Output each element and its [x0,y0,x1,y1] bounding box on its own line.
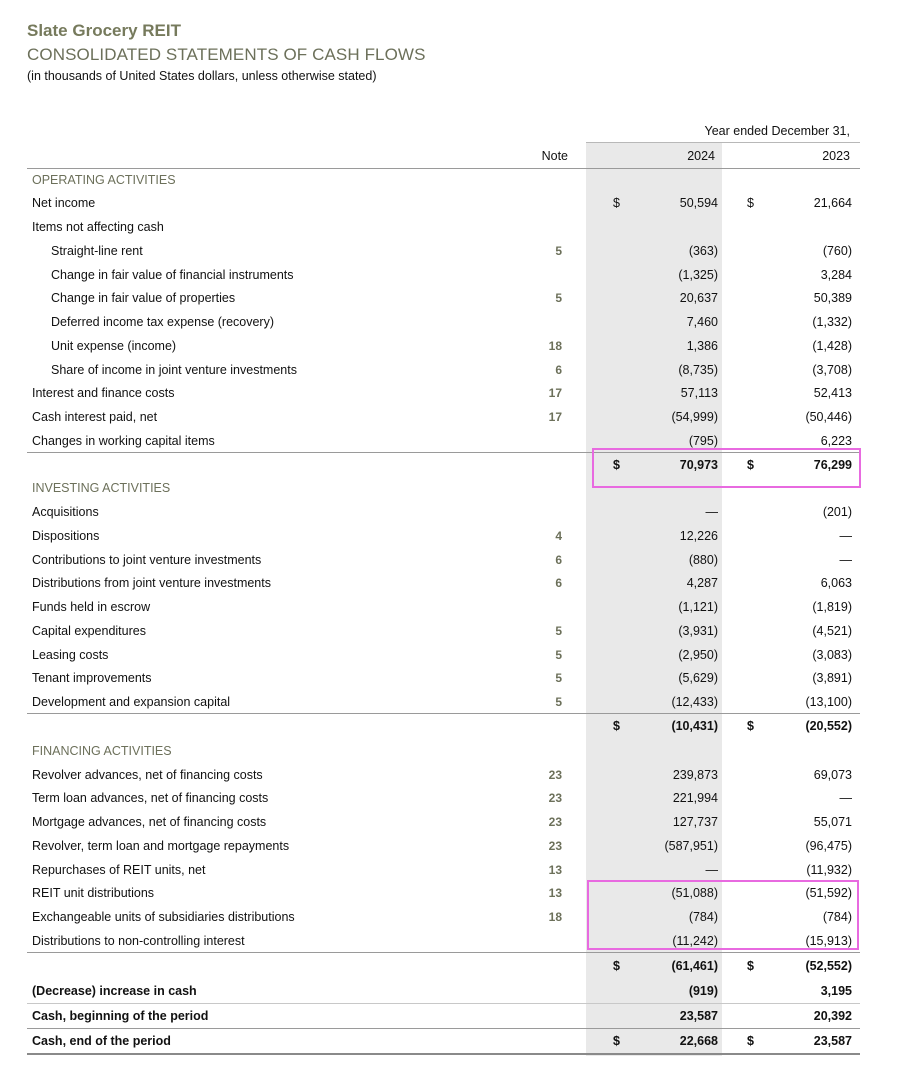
note-ref: 17 [548,386,562,400]
table-row [0,240,906,262]
table-row [0,382,906,404]
note-ref: 23 [548,815,562,829]
year-2024-header: 2024 [687,149,715,163]
value-2023: (1,819) [812,600,852,614]
highlight-box-distributions [587,880,859,950]
note-ref: 18 [548,339,562,353]
note-ref: 5 [555,291,562,305]
table-row [0,501,906,523]
row-label: Exchangeable units of subsidiaries distributions [32,910,295,924]
table-row [0,335,906,357]
table-row [0,667,906,689]
value-2023: (4,521) [812,624,852,638]
summary-row-change-in-cash [0,980,906,1002]
total-2024: 70,973 [679,458,718,472]
table-row [0,572,906,594]
note-ref: 5 [555,624,562,638]
row-label: Items not affecting cash [32,220,164,234]
value-2024: (1,325) [678,268,718,282]
row-label: Share of income in joint venture investments [51,363,297,377]
value-2023: — [839,529,852,543]
total-2024: (61,461) [671,959,718,973]
value-2023: — [839,553,852,567]
row-label: Changes in working capital items [32,434,215,448]
value-2024: (12,433) [671,695,718,709]
value-2023: (50,446) [805,410,852,424]
value-2023: (760) [822,244,852,258]
value-2024: (54,999) [671,410,718,424]
currency-symbol: $ [747,959,754,973]
currency-symbol: $ [613,458,620,472]
value-2024: 22,668 [679,1034,718,1048]
value-2023: (1,332) [812,315,852,329]
value-2023: (15,913) [805,934,852,948]
row-label: Net income [32,196,96,210]
note-ref: 23 [548,791,562,805]
total-2024: (10,431) [671,719,718,733]
value-2024: 239,873 [672,768,718,782]
value-2023: 3,195 [820,984,852,998]
section-title: INVESTING ACTIVITIES [32,481,171,495]
note-ref: 17 [548,410,562,424]
value-2024: 4,287 [686,576,718,590]
value-2024: (784) [688,910,718,924]
value-2023: — [839,791,852,805]
table-row [0,359,906,381]
final-double-rule [27,1053,860,1055]
note-ref: 13 [548,863,562,877]
row-label: Distributions from joint venture investments [32,576,271,590]
value-2023: (11,932) [806,863,852,877]
value-2024: (8,735) [678,363,718,377]
row-label: Deferred income tax expense (recovery) [51,315,275,329]
row-label: Term loan advances, net of financing costs [32,791,269,805]
currency-symbol: $ [613,959,620,973]
table-row [0,264,906,286]
section-heading-financing [0,740,906,762]
table-row [0,691,906,713]
row-label: Contributions to joint venture investments [32,553,262,567]
note-column-header: Note [541,149,568,163]
summary-row-cash-beginning [0,1005,906,1027]
table-row [0,644,906,666]
value-2023: 20,392 [813,1009,852,1023]
currency-symbol: $ [613,719,620,733]
table-row [0,287,906,309]
note-ref: 5 [555,671,562,685]
note-ref: 5 [555,244,562,258]
row-label: Cash, beginning of the period [32,1009,209,1023]
table-row [0,859,906,881]
value-2024: (880) [688,553,718,567]
value-2023: (784) [822,910,852,924]
row-label: Cash interest paid, net [32,410,158,424]
value-2024: (51,088) [671,886,718,900]
value-2024: (2,950) [678,648,718,662]
value-2023: (3,891) [812,671,852,685]
value-2024: 7,460 [686,315,718,329]
summary-rule [27,1028,860,1029]
value-2024: (587,951) [664,839,718,853]
currency-symbol: $ [747,1034,754,1048]
row-label: Revolver, term loan and mortgage repayments [32,839,290,853]
row-label: Repurchases of REIT units, net [32,863,206,877]
row-label: Change in fair value of financial instruments [51,268,294,282]
table-row [0,216,906,238]
row-label: Dispositions [32,529,100,543]
value-2023: (201) [822,505,852,519]
value-2023: 23,587 [813,1034,852,1048]
table-row [0,549,906,571]
table-row [0,764,906,786]
value-2023: 55,071 [813,815,852,829]
row-label: Funds held in escrow [32,600,151,614]
value-2023: 52,413 [813,386,852,400]
total-2023: (52,552) [805,959,852,973]
row-label: Distributions to non-controlling interest [32,934,245,948]
row-label: Tenant improvements [32,671,152,685]
value-2024: 23,587 [679,1009,718,1023]
subtotal-rule [27,713,860,714]
value-2023: (1,428) [812,339,852,353]
note-ref: 18 [548,910,562,924]
value-2024: 12,226 [679,529,718,543]
value-2024: 20,637 [679,291,718,305]
row-label: (Decrease) increase in cash [32,984,197,998]
table-row [0,311,906,333]
value-2023: 69,073 [813,768,852,782]
table-row [0,525,906,547]
value-2023: 6,223 [820,434,852,448]
value-2024: (5,629) [678,671,718,685]
value-2023: (96,475) [805,839,852,853]
value-2024: (919) [688,984,718,998]
currency-symbol: $ [613,1034,620,1048]
period-header-rule [586,142,860,143]
table-row [0,596,906,618]
value-2024: — [705,863,718,877]
table-row [0,811,906,833]
total-2023: 76,299 [813,458,852,472]
row-label: Acquisitions [32,505,99,519]
units-note: (in thousands of United States dollars, unless otherwise stated) [27,69,377,83]
summary-rule [27,1003,860,1004]
table-row [0,787,906,809]
section-title: OPERATING ACTIVITIES [32,173,176,187]
value-2023: 21,664 [813,196,852,210]
row-label: Development and expansion capital [32,695,231,709]
table-row [0,192,906,214]
row-label: Unit expense (income) [51,339,177,353]
row-label: REIT unit distributions [32,886,155,900]
currency-symbol: $ [747,458,754,472]
row-label: Interest and finance costs [32,386,175,400]
financing-total-row [0,955,906,977]
period-header: Year ended December 31, [704,124,850,138]
currency-symbol: $ [613,196,620,210]
value-2024: 221,994 [672,791,718,805]
value-2024: (363) [688,244,718,258]
table-row [0,620,906,642]
note-ref: 6 [555,576,562,590]
row-label: Leasing costs [32,648,109,662]
note-ref: 23 [548,768,562,782]
row-label: Cash, end of the period [32,1034,171,1048]
note-ref: 5 [555,648,562,662]
value-2023: 50,389 [813,291,852,305]
value-2023: (3,083) [812,648,852,662]
total-2023: (20,552) [805,719,852,733]
investing-total-row [0,715,906,737]
value-2023: 3,284 [820,268,852,282]
currency-symbol: $ [747,719,754,733]
value-2024: (3,931) [678,624,718,638]
section-heading-operating [0,169,906,191]
value-2023: (3,708) [812,363,852,377]
note-ref: 4 [555,529,562,543]
value-2024: (11,242) [672,934,718,948]
note-ref: 13 [548,886,562,900]
note-ref: 23 [548,839,562,853]
value-2023: 6,063 [820,576,852,590]
row-label: Revolver advances, net of financing costs [32,768,263,782]
value-2024: 57,113 [680,386,718,400]
table-row [0,406,906,428]
row-label: Straight-line rent [51,244,143,258]
highlight-box-operating-total [592,448,861,488]
value-2024: (1,121) [678,600,718,614]
value-2024: (795) [688,434,718,448]
note-ref: 5 [555,695,562,709]
row-label: Mortgage advances, net of financing costs [32,815,267,829]
year-2023-header: 2023 [822,149,850,163]
subtotal-rule [27,952,860,953]
row-label: Capital expenditures [32,624,146,638]
row-label: Change in fair value of properties [51,291,236,305]
value-2024: — [705,505,718,519]
statement-title: CONSOLIDATED STATEMENTS OF CASH FLOWS [27,45,426,64]
value-2023: (13,100) [805,695,852,709]
currency-symbol: $ [747,196,754,210]
value-2024: 50,594 [679,196,718,210]
value-2024: 127,737 [672,815,718,829]
note-ref: 6 [555,363,562,377]
value-2023: (51,592) [805,886,852,900]
value-2024: 1,386 [686,339,718,353]
note-ref: 6 [555,553,562,567]
summary-row-cash-end [0,1030,906,1052]
company-name: Slate Grocery REIT [27,21,182,40]
section-title: FINANCING ACTIVITIES [32,744,172,758]
table-row [0,835,906,857]
